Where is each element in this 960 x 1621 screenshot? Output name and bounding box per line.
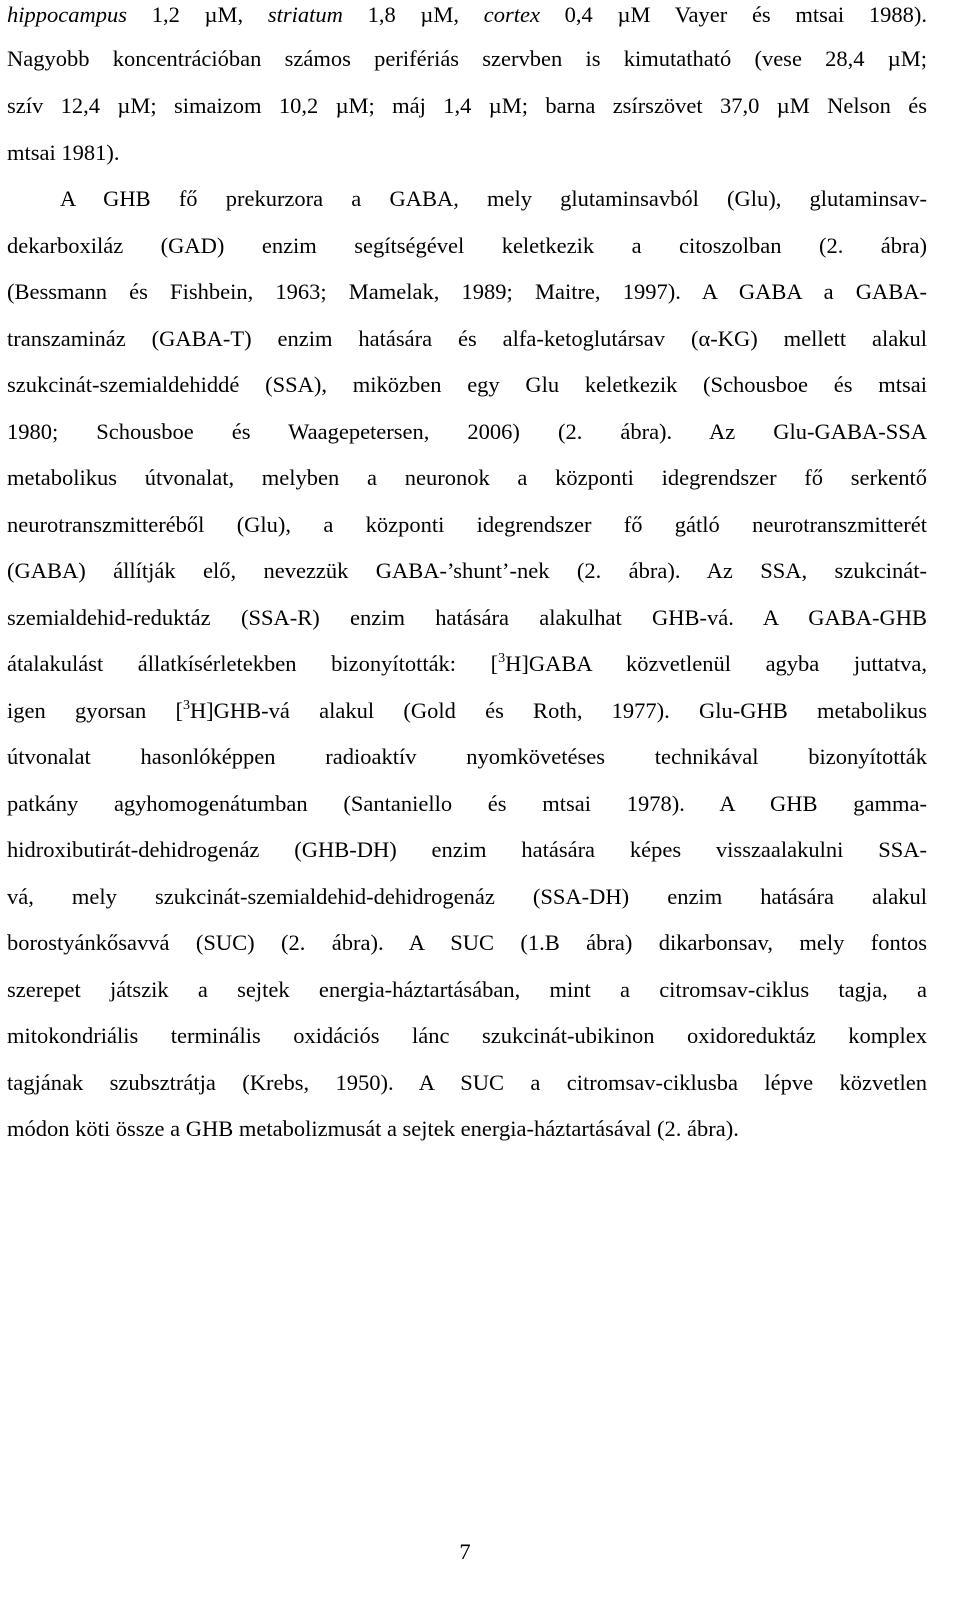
text-line [7, 975, 927, 1005]
text-line [7, 417, 927, 447]
text-segment: A GHB fő prekurzora a GABA, mely glutaminsavból (Glu), glutaminsav- [60, 186, 927, 211]
text-line [7, 835, 927, 865]
text-segment: 1,8 µM, [342, 2, 484, 27]
text-line [7, 510, 927, 540]
italic-text: hippocampus [7, 2, 127, 27]
text-segment: hidroxibutirát-dehidrogenáz (GHB-DH) enzim hatására képes visszaalakulni SSA- [7, 837, 927, 862]
text-segment: (Bessmann és Fishbein, 1963; Mamelak, 1989; Maitre, 1997). A GABA a GABA- [7, 279, 927, 304]
text-segment: szukcinát-szemialdehiddé (SSA), miközben egy Glu keletkezik (Schousboe és mtsai [7, 372, 927, 397]
page-number: 7 [459, 1539, 471, 1564]
text-line [7, 1114, 927, 1144]
text-line [7, 789, 927, 819]
text-line [7, 1068, 927, 1098]
text-segment: 0,4 µM Vayer és mtsai 1988). [539, 2, 927, 27]
text-segment: Nagyobb koncentrációban számos perifériás szervben is kimutatható (vese 28,4 µM; [7, 46, 927, 71]
text-line [7, 463, 927, 493]
superscript: 3 [182, 698, 190, 713]
text-segment: dekarboxiláz (GAD) enzim segítségével keletkezik a citoszolban (2. ábra) [7, 233, 927, 258]
text-segment: átalakulást állatkísérletekben bizonyították: [ [7, 651, 499, 676]
text-segment: mtsai 1981). [7, 140, 120, 165]
text-line [7, 0, 927, 30]
text-line [7, 928, 927, 958]
text-line [7, 138, 927, 168]
text-line [7, 231, 927, 261]
italic-text: cortex [483, 2, 540, 27]
text-line [7, 370, 927, 400]
text-segment: vá, mely szukcinát-szemialdehid-dehidrogenáz (SSA-DH) enzim hatására alakul [7, 884, 927, 909]
text-segment: patkány agyhomogenátumban (Santaniello és mtsai 1978). A GHB gamma- [7, 791, 927, 816]
text-line [7, 649, 927, 679]
text-segment: tagjának szubsztrátja (Krebs, 1950). A SUC a citromsav-ciklusba lépve közvetlen [7, 1070, 927, 1095]
text-segment: metabolikus útvonalat, melyben a neuronok a központi idegrendszer fő serkentő [7, 465, 927, 490]
text-segment: útvonalat hasonlóképpen radioaktív nyomkövetéses technikával bizonyították [7, 744, 927, 769]
text-segment: szerepet játszik a sejtek energia-háztartásában, mint a citromsav-ciklus tagja, a [7, 977, 927, 1002]
text-line [7, 44, 927, 74]
text-segment: szemialdehid-reduktáz (SSA-R) enzim hatására alakulhat GHB-vá. A GABA-GHB [7, 605, 927, 630]
text-segment: mitokondriális terminális oxidációs lánc szukcinát-ubikinon oxidoreduktáz komplex [7, 1023, 927, 1048]
text-segment: szív 12,4 µM; simaizom 10,2 µM; máj 1,4 µM; barna zsírszövet 37,0 µM Nelson és [7, 93, 927, 118]
text-line [7, 882, 927, 912]
text-line [7, 1021, 927, 1051]
text-segment: transzamináz (GABA-T) enzim hatására és alfa-ketoglutársav (α-KG) mellett alakul [7, 326, 927, 351]
text-segment: igen gyorsan [ [7, 698, 183, 723]
text-segment: 1,2 µM, [127, 2, 268, 27]
text-line [7, 742, 927, 772]
text-line [7, 277, 927, 307]
text-segment: H]GABA közvetlenül agyba juttatva, [505, 651, 927, 676]
text-segment: H]GHB-vá alakul (Gold és Roth, 1977). Glu-GHB metabolikus [189, 698, 927, 723]
italic-text: striatum [267, 2, 343, 27]
text-line [7, 91, 927, 121]
text-line [7, 556, 927, 586]
text-segment: 1980; Schousboe és Waagepetersen, 2006) (2. ábra). Az Glu-GABA-SSA [7, 419, 927, 444]
superscript: 3 [498, 651, 506, 666]
text-segment: borostyánkősavvá (SUC) (2. ábra). A SUC (1.B ábra) dikarbonsav, mely fontos [7, 930, 927, 955]
text-line [7, 324, 927, 354]
text-line [7, 696, 927, 726]
text-line [60, 184, 927, 214]
text-segment: módon köti össze a GHB metabolizmusát a sejtek energia-háztartásával (2. ábra). [7, 1116, 739, 1141]
text-line [7, 603, 927, 633]
text-segment: (GABA) állítják elő, nevezzük GABA-’shunt’-nek (2. ábra). Az SSA, szukcinát- [7, 558, 927, 583]
text-segment: neurotranszmitteréből (Glu), a központi idegrendszer fő gátló neurotranszmitterét [7, 512, 927, 537]
